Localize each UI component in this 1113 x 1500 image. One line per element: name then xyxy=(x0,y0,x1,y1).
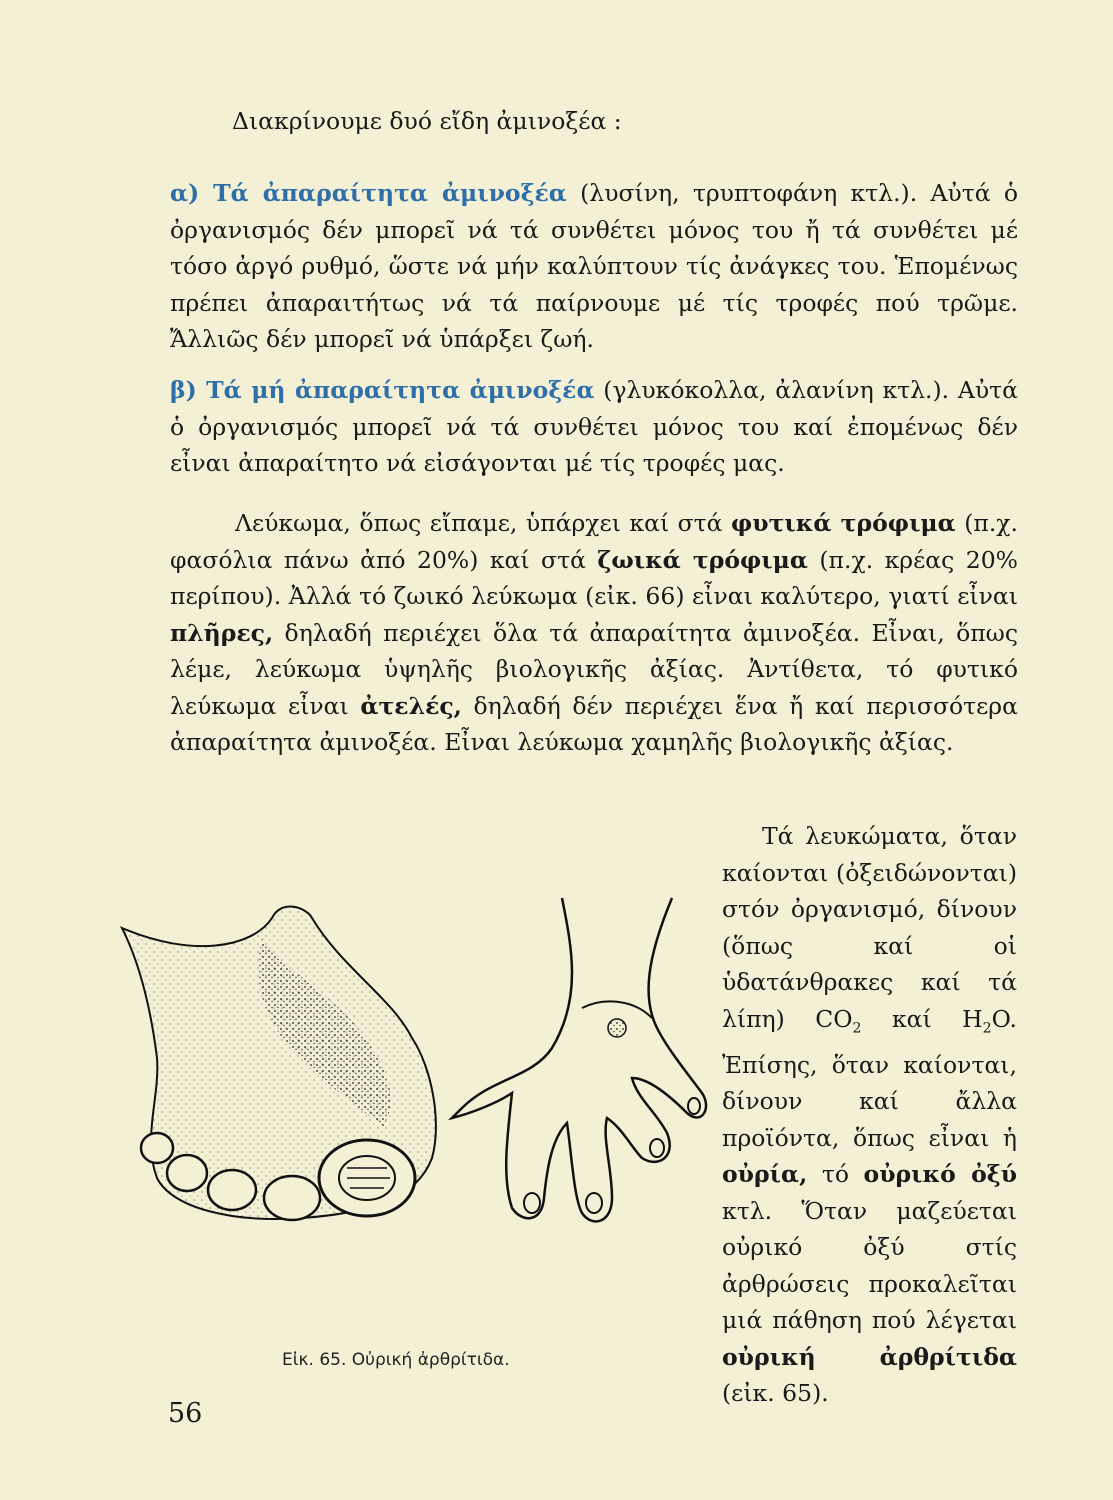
heading-nonessential: β) Τά μή ἀπαραίτητα ἀμινοξέα xyxy=(170,376,595,404)
text-run: Λεύκωμα, ὅπως εἴπαμε, ὑπάρχει καί στά xyxy=(235,509,732,537)
intro-line: Διακρίνουμε δυό εἴδη ἀμινοξέα : xyxy=(232,107,622,135)
text-run: δηλαδή δέν περιέχει ἕνα ἤ καί περισσότερα ἀπαραίτητα ἀμινοξέα. Εἶναι λεύκωμα χαμηλῆς βιολογικῆς ἀξίας. xyxy=(170,691,1018,756)
text-run: τό xyxy=(807,1160,864,1189)
paragraph-protein-quality xyxy=(170,505,1018,761)
page-number: 56 xyxy=(168,1398,203,1429)
text-run: (π.χ. φασόλια πάνω ἀπό 20%) καί στά xyxy=(170,509,1019,574)
bold-plant-foods: φυτικά τρόφιμα xyxy=(731,509,956,537)
subscript: 2 xyxy=(982,1020,992,1037)
text-run: Τά λευκώματα, ὅταν καίονται (ὀξειδώνονται) στόν ὀργανισμό, δίνουν (ὅπως καί οἱ ὑδατάνθρακες καί τά λίπη) CO xyxy=(722,822,1017,1033)
text-run: καί H xyxy=(861,1004,983,1033)
subscript: 2 xyxy=(852,1020,862,1037)
foot-drawing xyxy=(122,906,436,1220)
bold-incomplete: ἀτελές, xyxy=(360,691,462,720)
paragraph-b-text: (γλυκόκολλα, ἀλανίνη κτλ.). Αὐτά ὁ ὀργανισμός μπορεῖ νά τά συνθέτει μόνος του καί ἐπομένως δέν εἶναι ἀπαραίτητο νά εἰσάγονται μέ τίς τροφές μας. xyxy=(170,376,1018,477)
paragraph-essential-amino-acids xyxy=(170,175,1018,358)
bold-gout: οὐρική ἀρθρίτιδα xyxy=(722,1342,1017,1371)
text-run: κτλ. Ὅταν μαζεύεται οὐρικό ὀξύ στίς ἀρθρώσεις προκαλεῖται μιά πάθηση πού λέγεται xyxy=(722,1196,1017,1335)
heading-essential: α) Τά ἀπαραίτητα ἀμινοξέα xyxy=(170,179,567,207)
text-run: (π.χ. κρέας 20% περίπου). Ἀλλά τό ζωικό λεύκωμα (εἰκ. 66) εἶναι καλύτερο, γιατί εἶναι xyxy=(170,545,1018,610)
bold-urea: οὐρία, xyxy=(722,1160,808,1189)
gout-illustration xyxy=(112,878,712,1238)
text-run: O. Ἐπίσης, ὅταν καίονται, δίνουν καί ἄλλα προϊόντα, ὅπως εἶναι ἡ xyxy=(722,1004,1017,1152)
paragraph-nonessential-amino-acids xyxy=(170,372,1018,482)
text-run: (εἰκ. 65). xyxy=(722,1379,829,1408)
figure-caption: Εἰκ. 65. Οὐρική ἀρθρίτιδα. xyxy=(282,1350,510,1370)
bold-animal-foods: ζωικά τρόφιμα xyxy=(597,545,808,574)
right-column-gout-text xyxy=(722,818,1017,1412)
hand-drawing xyxy=(452,898,706,1221)
paragraph-a-text: (λυσίνη, τρυπτοφάνη κτλ.). Αὐτά ὁ ὀργανισμός δέν μπορεῖ νά τά συνθέτει μόνος του ἤ τά συνθέτει μέ τόσο ἀργό ρυθμό, ὥστε νά μήν καλύπτουν τίς ἀνάγκες του. Ἑπομένως πρέπει ἀπαραιτήτως νά τά παίρνουμε μέ τίς τροφές πού τρῶμε. Ἄλλιῶς δέν μπορεῖ νά ὑπάρξει ζωή. xyxy=(170,179,1018,353)
text-run: δηλαδή περιέχει ὅλα τά ἀπαραίτητα ἀμινοξέα. Εἶναι, ὅπως λέμε, λεύκωμα ὑψηλῆς βιολογικῆς ἀξίας. Ἀντίθετα, τό φυτικό λεύκωμα εἶναι xyxy=(170,618,1018,720)
bold-complete: πλῆρες, xyxy=(170,618,274,647)
bold-uric-acid: οὐρικό ὀξύ xyxy=(863,1160,1017,1189)
